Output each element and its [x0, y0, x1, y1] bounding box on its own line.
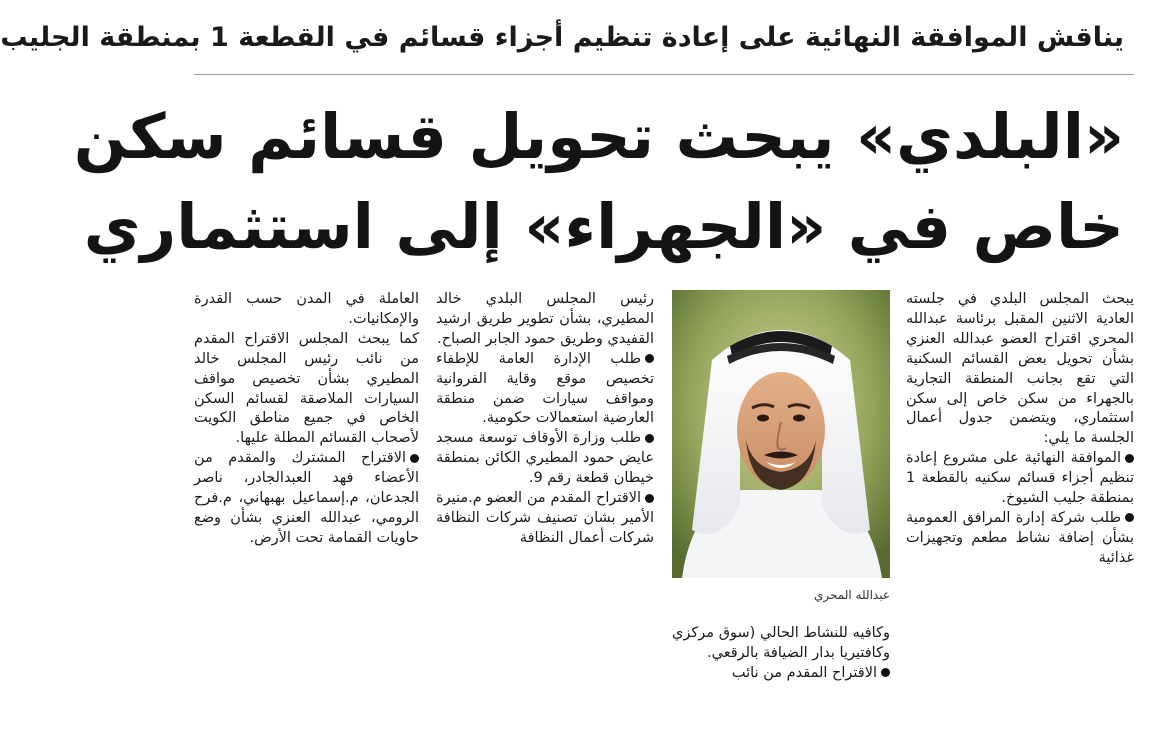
kicker-divider: [194, 74, 1134, 75]
column-1-paragraph-2: [906, 449, 1134, 509]
bullet-icon: [645, 434, 654, 443]
column-2-paragraph-1: وكافيه للنشاط الحالي (سوق مركزي وكافتيريا بدار الضيافة بالرقعي.: [672, 625, 890, 661]
bullet-icon: [881, 668, 890, 677]
portrait-photo: [672, 290, 890, 578]
column-4-paragraph-1: العاملة في المدن حسب القدرة والإمكانيات.: [194, 291, 419, 327]
column-3-paragraph-2: [436, 350, 654, 430]
column-4-paragraph-3-text: الاقتراح المشترك والمقدم من الأعضاء فهد العبدالجادر، ناصر الجدعان، م.إسماعيل بهبهاني، م.فرح الرومي، عبدالله العنزي بشأن وضع حاويات القمامة تحت الأرض.: [194, 450, 419, 546]
column-3-paragraph-4-text: الاقتراح المقدم من العضو م.منيرة الأمير بشان تصنيف شركات النظافة شركات أعمال النظافة: [436, 490, 654, 546]
article-column-4: [194, 290, 419, 730]
bullet-icon: [1125, 513, 1134, 522]
article-headline: [73, 92, 1124, 272]
article-kicker: يناقش الموافقة النهائية على إعادة تنظيم أجزاء قسائم في القطعة 1 بمنطقة الجليب: [0, 22, 1124, 53]
column-1-paragraph-3-text: طلب شركة إدارة المرافق العمومية بشأن إضافة نشاط مطعم وتجهيزات غذائية: [906, 509, 1134, 566]
portrait-illustration: [672, 290, 890, 578]
column-2-paragraph-2: [672, 664, 890, 684]
article-column-3: [436, 290, 654, 730]
column-1-paragraph-2-text: الموافقة النهائية على مشروع إعادة تنظيم أجزاء قسائم سكنيه بالقطعة 1 بمنطقة جليب الشيوخ.: [906, 450, 1134, 507]
headline-line-1: «البلدي» يبحث تحويل قسائم سكن: [73, 100, 1124, 173]
column-3-paragraph-3-text: طلب وزارة الأوقاف توسعة مسجد عايض حمود المطيري الكائن بمنطقة خيطان قطعة رقم 9.: [436, 430, 654, 487]
column-3-paragraph-1: رئيس المجلس البلدي خالد المطيري، بشأن تطوير طريق ارشيد القفيدي وطريق حمود الجابر الصباح.: [436, 291, 654, 347]
column-3-paragraph-2-text: طلب الإدارة العامة للإطفاء تخصيص موقع وقاية الفروانية ومواقف سيارات ضمن منطقة العارضية استعمالات حكومية.: [436, 350, 654, 427]
photo-caption: عبدالله المحري: [814, 588, 890, 602]
bullet-icon: [645, 354, 654, 363]
column-3-paragraph-3: [436, 429, 654, 489]
bullet-icon: [1125, 454, 1134, 463]
column-3-paragraph-4: [436, 489, 654, 549]
article-column-1: [906, 290, 1134, 730]
bullet-icon: [645, 494, 654, 503]
bullet-icon: [410, 454, 419, 463]
column-1-paragraph-3: [906, 509, 1134, 569]
column-4-paragraph-3: [194, 449, 419, 549]
article-column-2: [672, 290, 890, 730]
column-2-paragraph-2-text: الاقتراح المقدم من نائب: [731, 664, 877, 681]
headline-line-2: خاص في «الجهراء» إلى استثماري: [83, 190, 1124, 263]
column-4-paragraph-2: كما يبحث المجلس الاقتراح المقدم من نائب رئيس المجلس خالد المطيري بشأن تخصيص مواقف السيارات الملاصقة لقسائم السكن الخاص في جميع مناطق الكويت لأصحاب القسائم المطلة عليها.: [194, 330, 419, 447]
column-1-paragraph-1: يبحث المجلس البلدي في جلسته العادية الاثنين المقبل برئاسة عبدالله المحري اقتراح العضو عبدالله العنزي بشأن تحويل بعض القسائم السكنية التي تقع بجانب المنطقة التجارية بالجهراء من سكن خاص إلى سكن استثماري، ويتضمن جدول أعمال الجلسة ما يلي:: [906, 291, 1134, 447]
column-2-text: [672, 624, 890, 684]
article-body: [194, 290, 1134, 730]
